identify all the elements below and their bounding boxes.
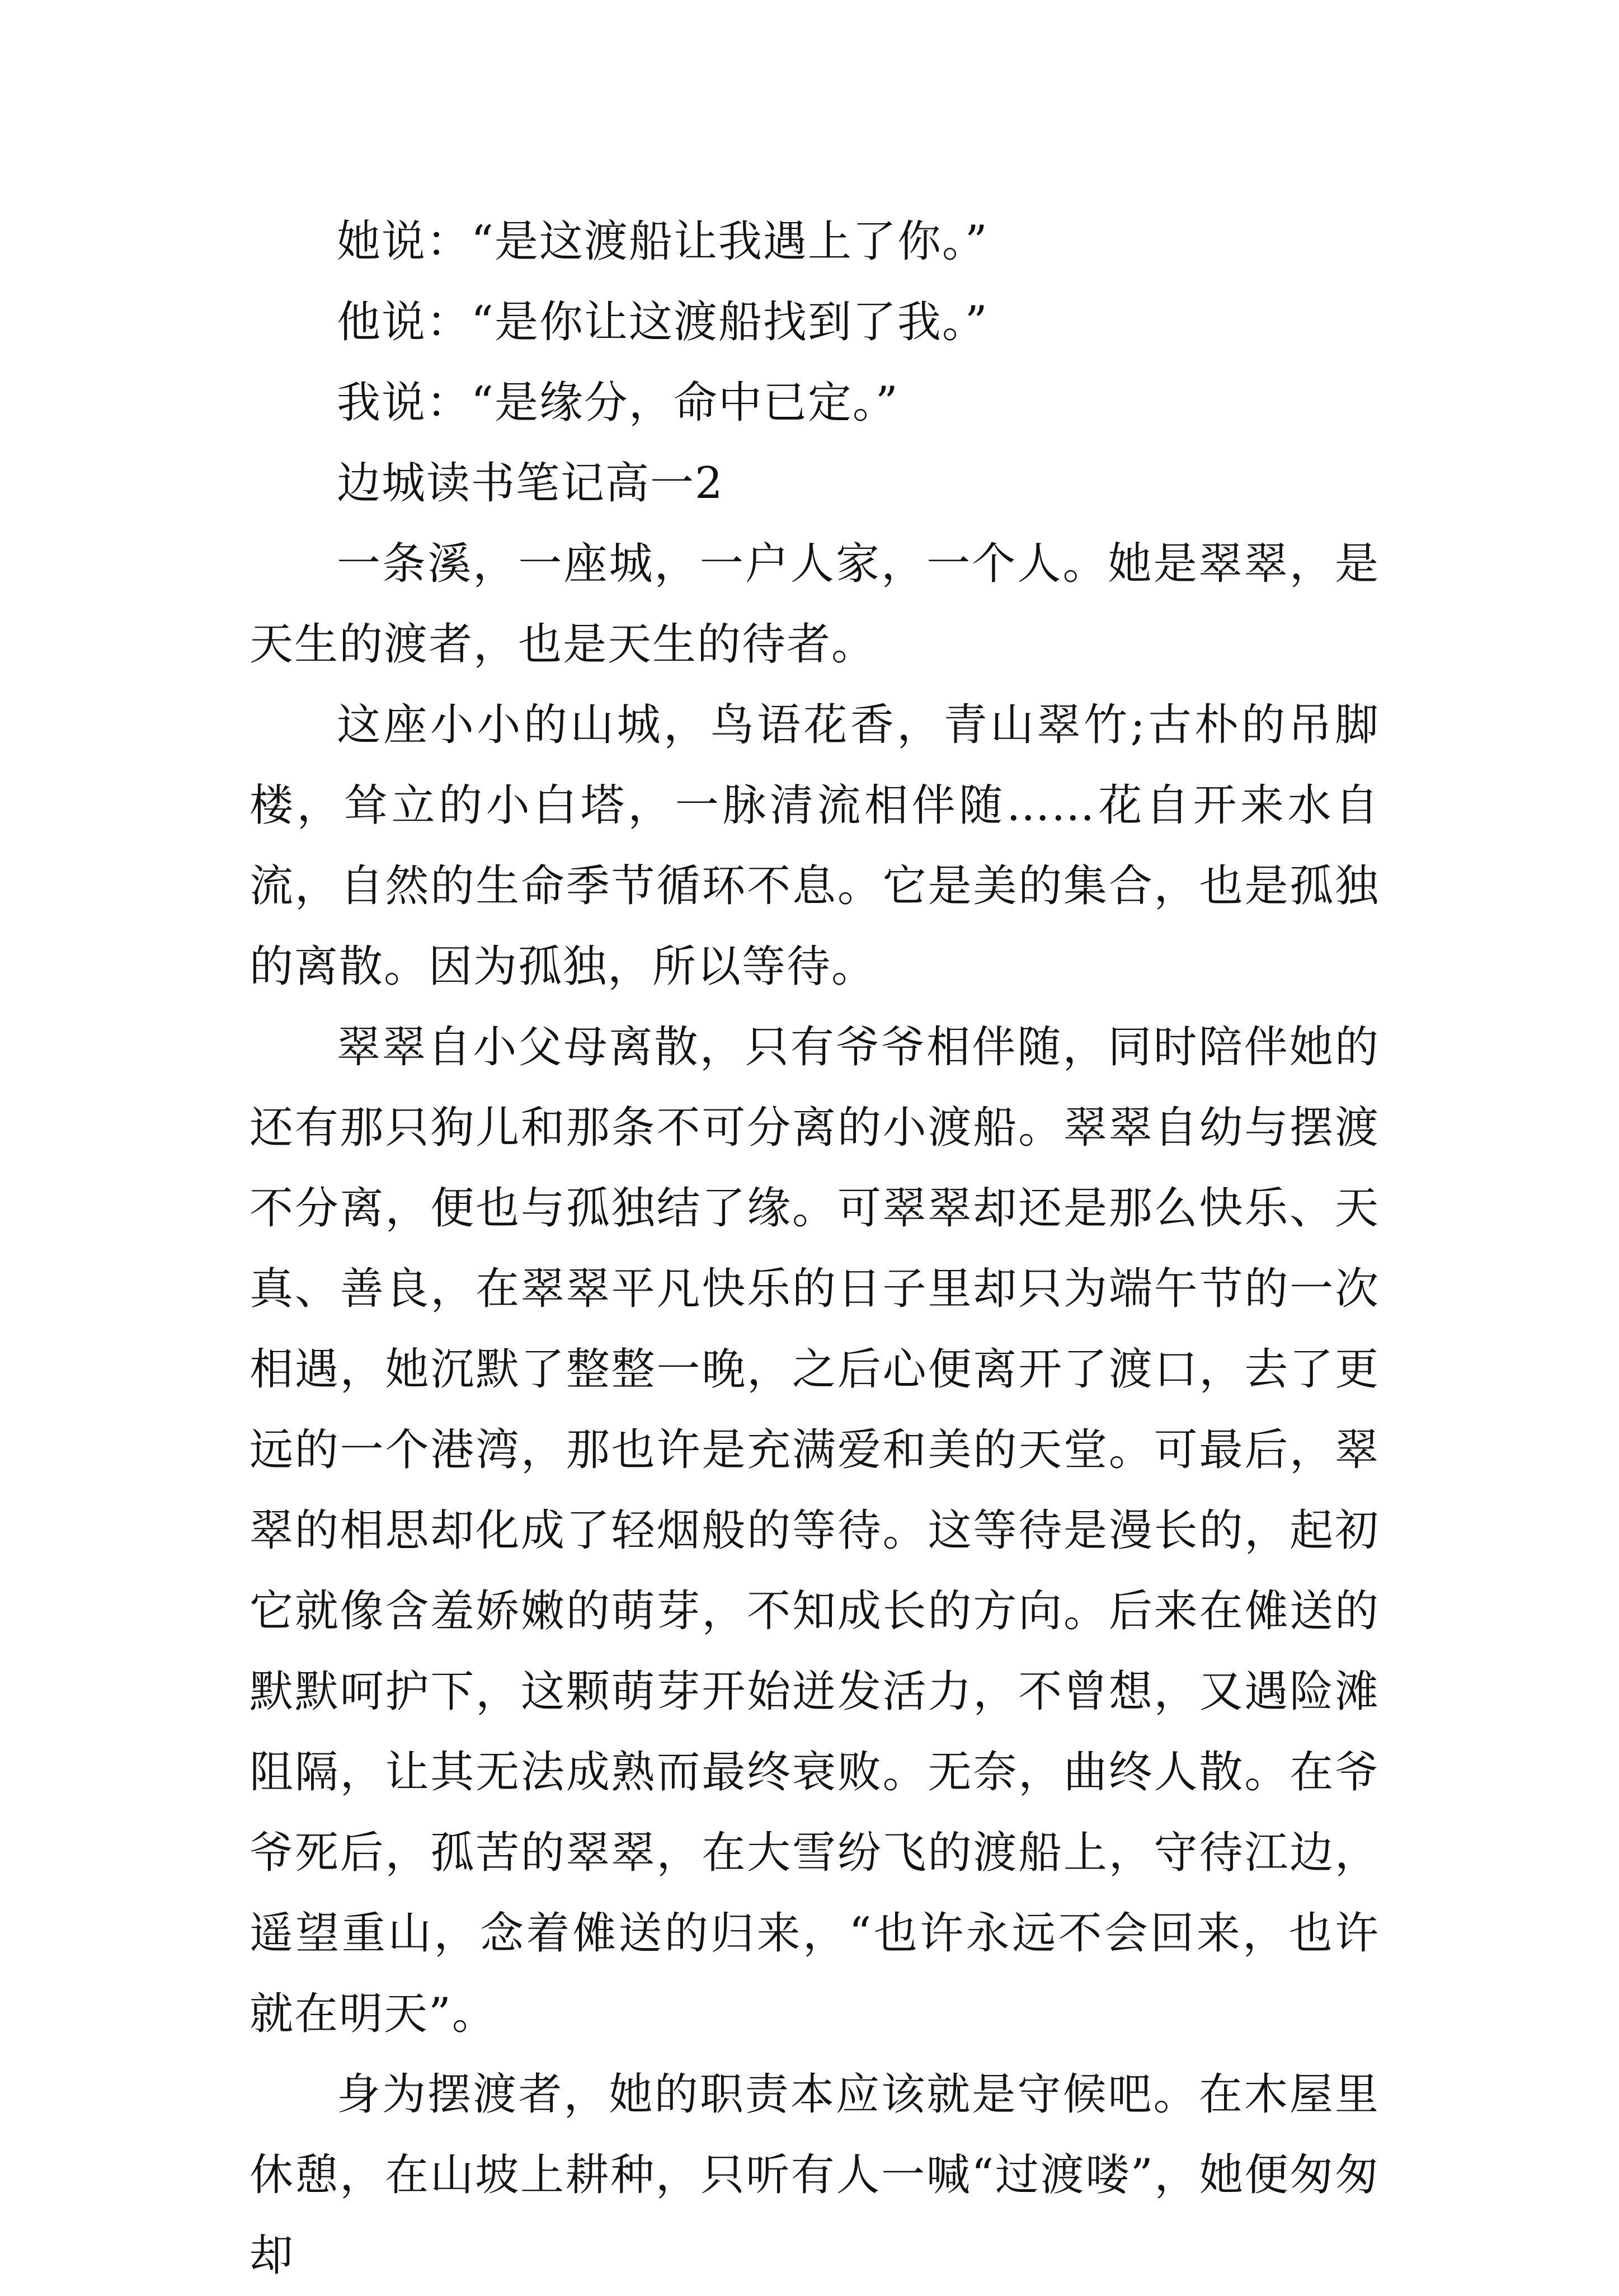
section-heading: 边城读书笔记高一2 [337, 458, 724, 509]
paragraph-intro: 一条溪，一座城，一户人家，一个人。她是翠翠，是天生的渡者，也是天生的待者。 [250, 539, 1380, 670]
document-body [250, 201, 1380, 2296]
paragraph-cuicui: 翠翠自小父母离散，只有爷爷相伴随，同时陪伴她的还有那只狗儿和那条不可分离的小渡船。翠翠自幼与摆渡不分离，便也与孤独结了缘。可翠翠却还是那么快乐、天真、善良，在翠翠平凡快乐的日子里却只为端午节的一次相遇，她沉默了整整一晚，之后心便离开了渡口，去了更远的一个港湾，那也许是充满爱和美的天堂。可最后，翠翠的相思却化成了轻烟般的等待。这等待是漫长的，起初它就像含羞娇嫩的萌芽，不知成长的方向。后来在傩送的默默呵护下，这颗萌芽开始迸发活力，不曾想，又遇险滩阻隔，让其无法成熟而最终衰败。无奈，曲终人散。在爷爷死后，孤苦的翠翠，在大雪纷飞的渡船上，守待江边，遥望重山，念着傩送的归来，“也许永远不会回来，也许就在明天”。 [250, 1022, 1380, 2039]
paragraph-dialogue-me: 我说：“是缘分，命中已定。” [337, 378, 899, 428]
paragraph-dialogue-her: 她说：“是这渡船让我遇上了你。” [337, 217, 989, 267]
paragraph-dialogue-him: 他说：“是你让这渡船找到了我。” [337, 297, 989, 347]
paragraph-mountain-town: 这座小小的山城，鸟语花香，青山翠竹;古朴的吊脚楼，耸立的小白塔，一脉清流相伴随……花自开来水自流，自然的生命季节循环不息。它是美的集合，也是孤独的离散。因为孤独，所以等待。 [250, 700, 1380, 992]
paragraph-ferryman: 身为摆渡者，她的职责本应该就是守候吧。在木屋里休憩，在山坡上耕种，只听有人一喊“过渡喽”，她便匆匆却 [250, 2069, 1380, 2281]
